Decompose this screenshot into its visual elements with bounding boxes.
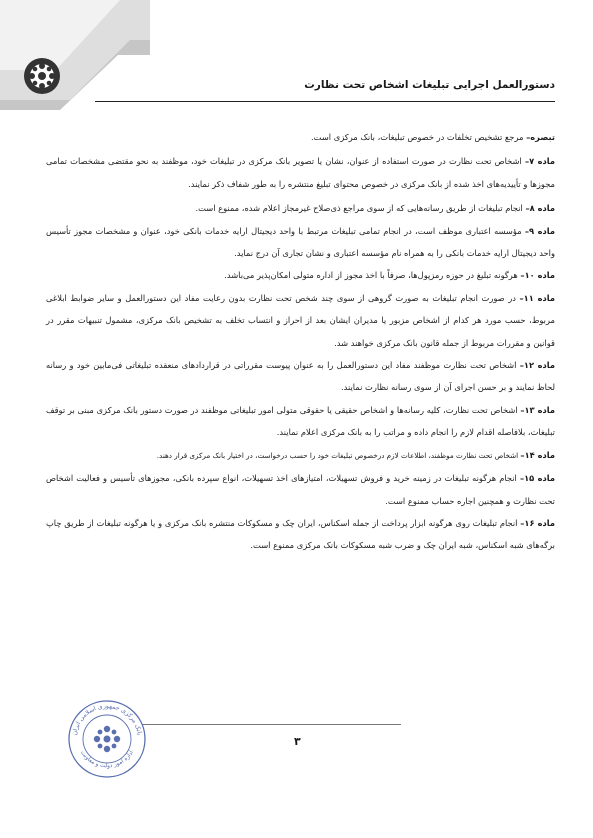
- central-bank-logo-icon: [22, 56, 62, 96]
- article-label: ماده ۹–: [524, 225, 555, 236]
- article-7: [46, 150, 555, 195]
- article-label: ماده ۱۴–: [520, 449, 555, 460]
- article-label: ماده ۱۶–: [520, 517, 555, 528]
- article-text: مؤسسه اعتباری موظف است، در انجام تمامی تبلیغات مرتبط با واحد دیجیتال ارایه خدمات بانکی خود، عنوان و مشخصات مجوز تأسیس واحد دیجیتال ارایه خدمات بانکی را به همراه نام مؤسسه اعتباری و نشان تجاری آن درج نماید.: [46, 225, 555, 259]
- article-text: انجام هرگونه تبلیغات در زمینه خرید و فروش تسهیلات، امتیازهای اخذ تسهیلات، انواع سپرده بانکی، مجوزهای تأسیس و فعالیت اشخاص تحت نظارت و همچنین اجاره حساب ممنوع است.: [46, 473, 555, 506]
- article-13: [46, 399, 555, 444]
- article-text: انجام تبلیغات از طریق رسانه‌هایی که از سوی مراجع ذی‌صلاح غیرمجاز اعلام شده، ممنوع است.: [195, 203, 526, 214]
- article-14: [46, 444, 555, 467]
- article-text: هرگونه تبلیغ در حوزه رمزپول‌ها، صرفاً با اخذ مجوز از اداره متولی امکان‌پذیر می‌باشد.: [224, 270, 521, 281]
- article-label: ماده ۷–: [524, 156, 555, 167]
- article-label: ماده ۱۲–: [519, 360, 556, 371]
- article-10: [46, 264, 555, 286]
- article-label: ماده ۸–: [525, 203, 555, 214]
- document-body: [46, 126, 555, 557]
- article-text: مرجع تشخیص تخلفات در خصوص تبلیغات، بانک مرکزی است.: [311, 132, 527, 142]
- article-text: اشخاص تحت نظارت در صورت استفاده از عنوان، نشان یا تصویر بانک مرکزی در تبلیغات خود، موظفند به نحو مقتضی مشخصات تمامی مجوزها و تأییدیه‌های اخذ شده از بانک مرکزی در خصوص محتوای تبلیغ منتشره را به طور شفاف ذکر نمایند.: [46, 156, 555, 189]
- article-text: انجام تبلیغات روی هرگونه ابزار پرداخت از جمله اسکناس، ایران چک و مسکوکات منتشره بانک مرکزی و یا هرگونه تبلیغات از طریق چاپ برگه‌های شبه اسکناس، شبه ایران چک و ضرب شبه مسکوکات بانک مرکزی ممنوع است.: [46, 517, 555, 551]
- article-text: در صورت انجام تبلیغات به صورت گروهی از سوی چند شخص تحت نظارت بدون رعایت مفاد این دستورالعمل و سایر ضوابط ابلاغی مربوط، حسب مورد هر کدام از اشخاص مزبور یا مدیران ایشان بعد از احراز و انتساب تخلف به تشخیص بانک مرکزی، مشمول تنبیهات مقرر در قوانین و مقررات مربوط از جمله قانون بانک مرکزی خواهند شد.: [46, 292, 555, 348]
- article-text: اشخاص تحت نظارت موظفند، اطلاعات لازم درخصوص تبلیغات خود را حسب درخواست، در اختیار بانک مرکزی قرار دهند.: [156, 450, 521, 460]
- article-label: ماده ۱۵–: [519, 473, 555, 484]
- article-label: تبصره–: [526, 132, 555, 142]
- header-divider: [95, 101, 555, 102]
- article-12: [46, 354, 555, 399]
- document-title: دستورالعمل اجرایی تبلیغات اشخاص تحت نظارت: [304, 79, 555, 91]
- article-label: ماده ۱۰–: [520, 270, 555, 281]
- note-paragraph: [46, 126, 555, 148]
- article-16: [46, 512, 555, 557]
- official-stamp-icon: [66, 698, 148, 780]
- footer-divider: [142, 724, 401, 725]
- article-text: اشخاص تحت نظارت، کلیه رسانه‌ها و اشخاص حقیقی یا حقوقی متولی امور تبلیغاتی موظفند در صورت دستور بانک مرکزی مبنی بر توقف تبلیغات، بلافاصله اقدام لازم را انجام داده و مراتب را به بانک مرکزی اعلام نمایند.: [46, 404, 555, 438]
- article-11: [46, 287, 555, 354]
- stamp-top-text: بانک مرکزی جمهوری اسلامی ایران: [71, 702, 143, 736]
- article-15: [46, 467, 555, 512]
- page-number: ۳: [294, 735, 301, 748]
- article-9: [46, 220, 555, 265]
- article-label: ماده ۱۳–: [520, 404, 555, 415]
- article-label: ماده ۱۱–: [519, 292, 555, 303]
- stamp-bottom-text: اداره امور دولت و معاونت: [79, 749, 135, 770]
- article-8: [46, 197, 555, 219]
- article-text: اشخاص تحت نظارت موظفند مفاد این دستورالعمل را به عنوان پیوست مقرراتی در قراردادهای منعقده تبلیغاتی فی‌مابین خود و رسانه لحاظ نمایند و بر حسن اجرای آن از سوی رسانه نظارت نمایند.: [46, 360, 555, 393]
